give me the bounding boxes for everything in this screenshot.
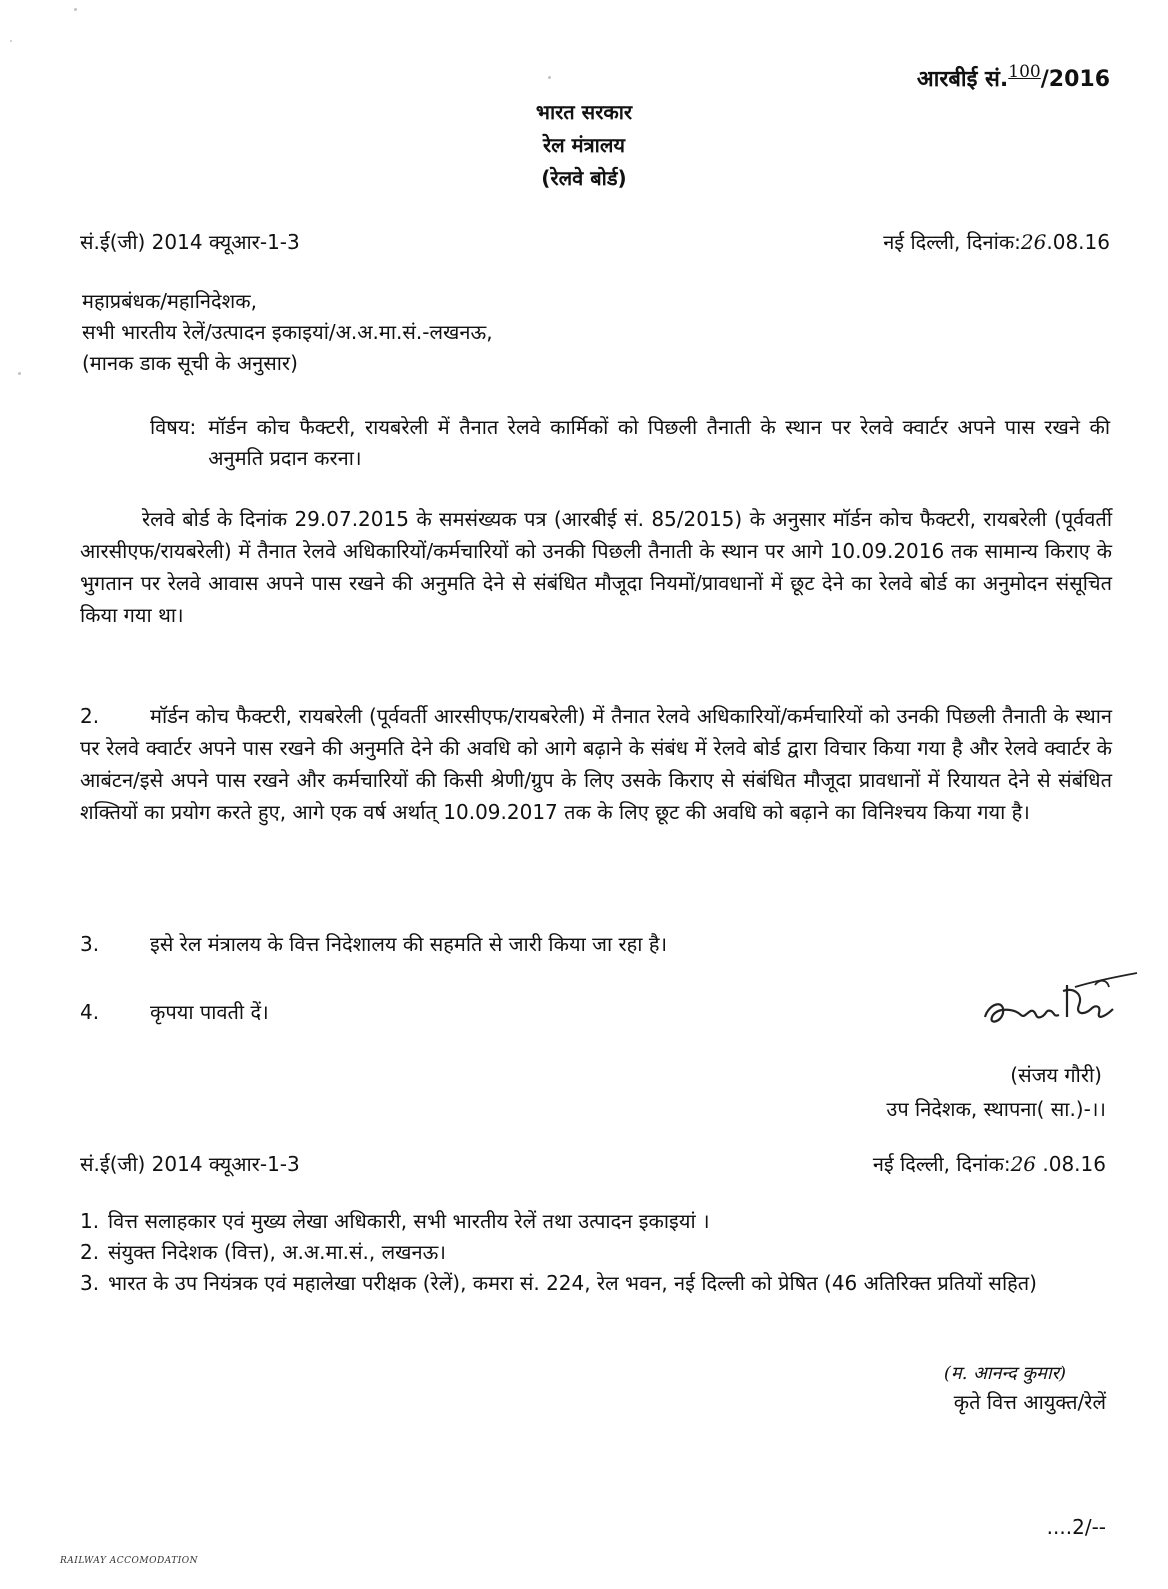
subject-label: विषय: bbox=[150, 415, 197, 439]
copy-date-suffix: .08.16 bbox=[1036, 1152, 1106, 1176]
rbe-number-handwritten: 100 bbox=[1008, 62, 1041, 82]
signatory-1-designation: उप निदेशक, स्थापना( सा.)-।। bbox=[886, 1097, 1106, 1121]
place-date bbox=[883, 228, 1110, 255]
paragraph-2-text: मॉर्डन कोच फैक्टरी, रायबरेली (पूर्ववर्ती आरसीएफ/रायबरेली) में तैनात रेलवे अधिकारियों/कर्मचारियों को उनकी पिछली तैनाती के स्थान पर रेलवे क्वार्टर अपने पास रखने की अनुमति देने की अवधि को आगे बढ़ाने के संबंध में रेलवे बोर्ड द्वारा विचार किया गया है और रेलवे क्वार्टर के आबंटन/इसे अपने पास रखने और कर्मचारियों की किसी श्रेणी/ग्रुप के लिए उसके किराए से संबंधित मौजूदा प्रावधानों में रियायत देने से संबंधित शक्तियों का प्रयोग करते हुए, आगे एक वर्ष अर्थात् 10.09.2017 तक के लिए छूट की अवधि को बढ़ाने का विनिश्चय किया गया है। bbox=[80, 704, 1112, 824]
rbe-suffix: /2016 bbox=[1040, 67, 1110, 92]
list-item bbox=[80, 1206, 1112, 1237]
signatory-1-name: (संजय गौरी) bbox=[1010, 1063, 1102, 1087]
paragraph-3-text: इसे रेल मंत्रालय के वित्त निदेशालय की सहमति से जारी किया जा रहा है। bbox=[150, 932, 668, 956]
paragraph-4-number: 4. bbox=[80, 1000, 100, 1024]
copy-file-date-row bbox=[80, 1150, 1106, 1177]
copy-date-day-handwritten: 26 bbox=[1010, 1152, 1037, 1176]
scan-speck bbox=[74, 8, 77, 11]
scan-speck bbox=[18, 372, 21, 375]
signatory-2-handwritten-name: (म. आनन्द कुमार) bbox=[943, 1363, 1066, 1384]
signature-1-scrawl bbox=[975, 965, 1145, 1035]
subject-block bbox=[150, 412, 1110, 474]
file-date-row bbox=[80, 228, 1110, 255]
rbe-prefix: आरबीई सं. bbox=[916, 67, 1009, 92]
rbe-reference bbox=[917, 62, 1110, 93]
copy-date-prefix: नई दिल्ली, दिनांक: bbox=[872, 1152, 1011, 1176]
paragraph-4 bbox=[80, 996, 1112, 1028]
signatory-2 bbox=[944, 1360, 1106, 1417]
paragraph-3-number: 3. bbox=[80, 932, 100, 956]
list-item-text: वित्त सलाहकार एवं मुख्य लेखा अधिकारी, सभी भारतीय रेलें तथा उत्पादन इकाइयां । bbox=[108, 1209, 710, 1233]
list-item-number: 1. bbox=[80, 1209, 100, 1233]
subject-text: मॉर्डन कोच फैक्टरी, रायबरेली में तैनात रेलवे कार्मिकों को पिछली तैनाती के स्थान पर रेलवे क्वार्टर अपने पास रखने की अनुमति प्रदान करना। bbox=[208, 415, 1110, 470]
board-title: (रेलवे बोर्ड) bbox=[541, 166, 627, 190]
ministry-title: रेल मंत्रालय bbox=[542, 133, 626, 157]
list-item bbox=[80, 1268, 1112, 1299]
scan-speck bbox=[10, 40, 12, 42]
govt-title: भारत सरकार bbox=[535, 100, 633, 124]
file-number: सं.ई(जी) 2014 क्यूआर-1-3 bbox=[80, 230, 300, 254]
address-line: सभी भारतीय रेलें/उत्पादन इकाइयां/अ.अ.मा.सं.-लखनऊ, bbox=[82, 320, 493, 344]
date-suffix: .08.16 bbox=[1046, 230, 1110, 254]
address-line: महाप्रबंधक/महानिदेशक, bbox=[82, 289, 257, 313]
date-prefix: नई दिल्ली, दिनांक: bbox=[883, 230, 1021, 254]
list-item-text: संयुक्त निदेशक (वित्त), अ.अ.मा.सं., लखनऊ। bbox=[108, 1240, 446, 1264]
letterhead bbox=[0, 96, 1168, 195]
copy-file-number: सं.ई(जी) 2014 क्यूआर-1-3 bbox=[80, 1152, 300, 1176]
list-item-text: भारत के उप नियंत्रक एवं महालेखा परीक्षक (रेलें), कमरा सं. 224, रेल भवन, नई दिल्ली को प्रेषित (46 अतिरिक्त प्रतियों सहित) bbox=[108, 1271, 1037, 1295]
list-item bbox=[80, 1237, 1112, 1268]
paragraph-3 bbox=[80, 928, 1112, 960]
scan-speck bbox=[548, 76, 551, 79]
page-continuation: ....2/-- bbox=[1046, 1515, 1106, 1539]
addressee bbox=[82, 286, 493, 379]
paragraph-4-text: कृपया पावती दें। bbox=[150, 1000, 269, 1024]
copy-place-date bbox=[873, 1150, 1106, 1177]
list-item-number: 2. bbox=[80, 1240, 100, 1264]
date-day-handwritten: 26 bbox=[1020, 230, 1047, 254]
copy-to-list bbox=[80, 1206, 1112, 1299]
list-item-number: 3. bbox=[80, 1271, 100, 1295]
signatory-2-designation: कृते वित्त आयुक्त/रेलें bbox=[953, 1390, 1106, 1414]
footer-stamp: RAILWAY ACCOMODATION bbox=[60, 1556, 199, 1566]
signatory-1 bbox=[886, 1058, 1106, 1126]
paragraph-2-number: 2. bbox=[80, 704, 100, 728]
address-line: (मानक डाक सूची के अनुसार) bbox=[82, 351, 298, 375]
paragraph-2 bbox=[80, 700, 1112, 828]
paragraph-1: रेलवे बोर्ड के दिनांक 29.07.2015 के समसंख्यक पत्र (आरबीई सं. 85/2015) के अनुसार मॉर्डन कोच फैक्टरी, रायबरेली (पूर्ववर्ती आरसीएफ/रायबरेली) में तैनात रेलवे अधिकारियों/कर्मचारियों को उनकी पिछली तैनाती के स्थान पर आगे 10.09.2016 तक सामान्य किराए के भुगतान पर रेलवे आवास अपने पास रखने की अनुमति देने से संबंधित मौजूदा नियमों/प्रावधानों में छूट देने का रेलवे बोर्ड का अनुमोदन संसूचित किया गया था। bbox=[80, 507, 1112, 627]
